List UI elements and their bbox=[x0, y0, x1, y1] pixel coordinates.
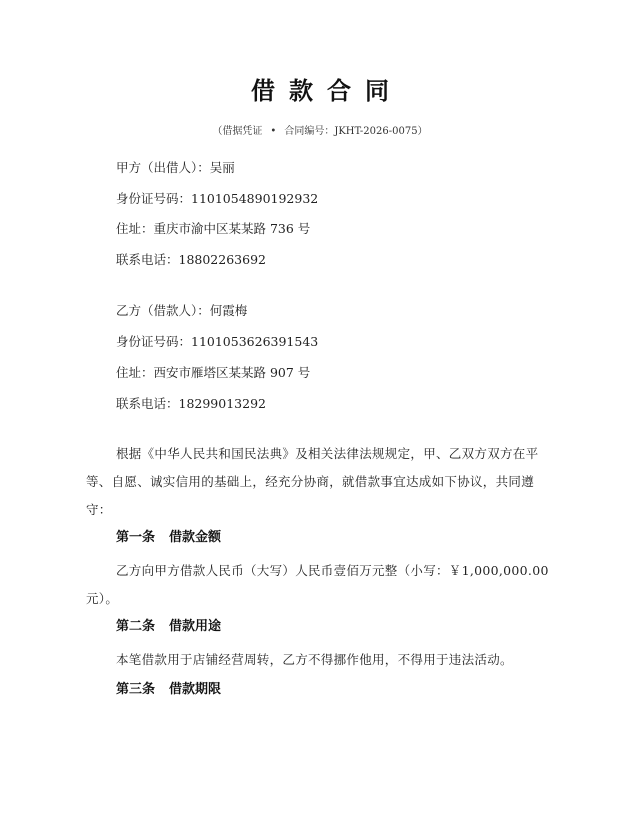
party-a-id: 身份证号码：1101054890192932 bbox=[116, 191, 319, 206]
article-1-number: 第一条 bbox=[116, 530, 156, 545]
article-1-title: 借款金额 bbox=[169, 530, 222, 545]
article-2-number: 第二条 bbox=[116, 619, 156, 634]
article-1-heading bbox=[116, 529, 221, 547]
subtitle-left: （借据凭证 bbox=[212, 126, 263, 137]
document-subtitle bbox=[0, 125, 640, 139]
party-a-phone: 联系电话：18802263692 bbox=[116, 252, 266, 267]
preamble-paragraph: 根据《中华人民共和国民法典》及相关法律法规规定，甲、乙双方双方在平等、自愿、诚实信用的基础上，经充分协商，就借款事宜达成如下协议，共同遵守： bbox=[86, 446, 539, 517]
article-3-title: 借款期限 bbox=[169, 682, 222, 697]
party-a-name: 甲方（出借人）：吴丽 bbox=[116, 160, 235, 175]
article-2-body: 本笔借款用于店铺经营周转，乙方不得挪作他用，不得用于违法活动。 bbox=[116, 652, 513, 667]
party-a-address: 住址：重庆市渝中区某某路 736 号 bbox=[116, 221, 311, 236]
party-b-id: 身份证号码：1101053626391543 bbox=[116, 334, 319, 349]
article-2-heading bbox=[116, 618, 221, 636]
contract-number: 合同编号：JKHT-2026-0075） bbox=[284, 126, 428, 137]
document-title: 借款合同 bbox=[251, 76, 403, 105]
article-3-number: 第三条 bbox=[116, 682, 156, 697]
party-b-address: 住址：西安市雁塔区某某路 907 号 bbox=[116, 365, 311, 380]
article-1-body: 乙方向甲方借款人民币（大写）人民币壹佰万元整（小写：￥1,000,000.00元）。 bbox=[86, 563, 549, 606]
party-b-name: 乙方（借款人）：何霞梅 bbox=[116, 303, 248, 318]
article-3-heading bbox=[116, 681, 221, 699]
party-b-phone: 联系电话：18299013292 bbox=[116, 396, 266, 411]
subtitle-separator: • bbox=[270, 126, 277, 137]
article-2-title: 借款用途 bbox=[169, 619, 222, 634]
